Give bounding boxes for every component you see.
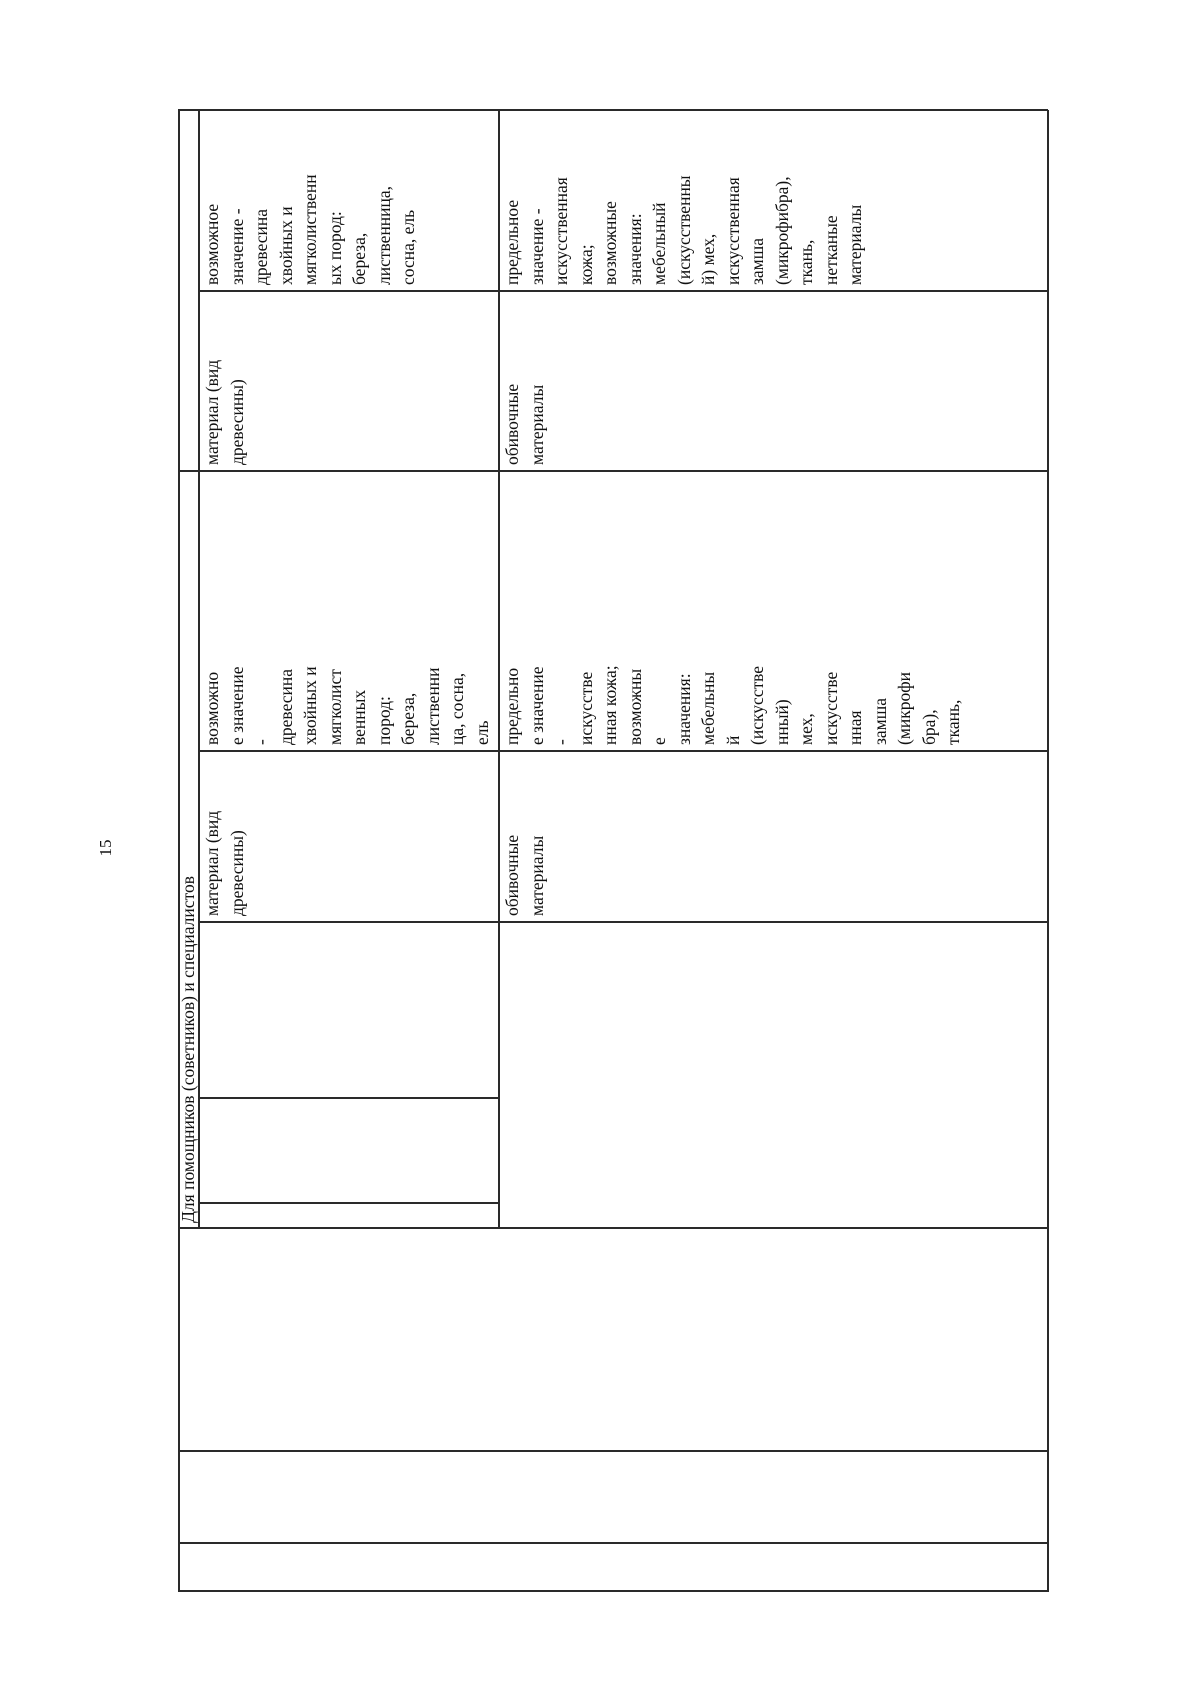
characteristic-cell: обивочные материалы <box>502 834 547 916</box>
value-cell: предельное значение - искусственная кожа; возможные значения: мебельный (искусственны й) мех, искусственная замша (микрофибра), ткань, нетканые материалы <box>502 175 865 285</box>
column-divider <box>198 1203 498 1205</box>
value-cell: предельно е значение - искусстве нная кожа; возможны е значения: мебельны й (искусстве нный) мех, искусстве нная замша (микрофи бра), ткань, <box>502 665 963 745</box>
column-divider <box>178 1543 1048 1545</box>
value-cell: возможное значение - древесина хвойных и мягколиственн ых пород: береза, лиственница, сосна, ель <box>202 174 418 285</box>
rotated-table <box>178 110 1048 1592</box>
column-divider <box>198 1098 498 1100</box>
section-header: Для помощников (советников) и специалистов <box>178 876 198 1223</box>
column-divider <box>178 1451 1048 1453</box>
column-divider <box>178 1228 1048 1230</box>
characteristic-cell: материал (вид древесины) <box>202 359 247 465</box>
characteristic-cell: обивочные материалы <box>502 383 547 465</box>
page-number: 15 <box>96 839 115 857</box>
table-border-left <box>178 1591 1048 1593</box>
value-cell: возможно е значение - древесина хвойных и мягколист венных пород: береза, лиственни ца, сосна, ель <box>202 666 492 745</box>
characteristic-cell: материал (вид древесины) <box>202 810 247 916</box>
